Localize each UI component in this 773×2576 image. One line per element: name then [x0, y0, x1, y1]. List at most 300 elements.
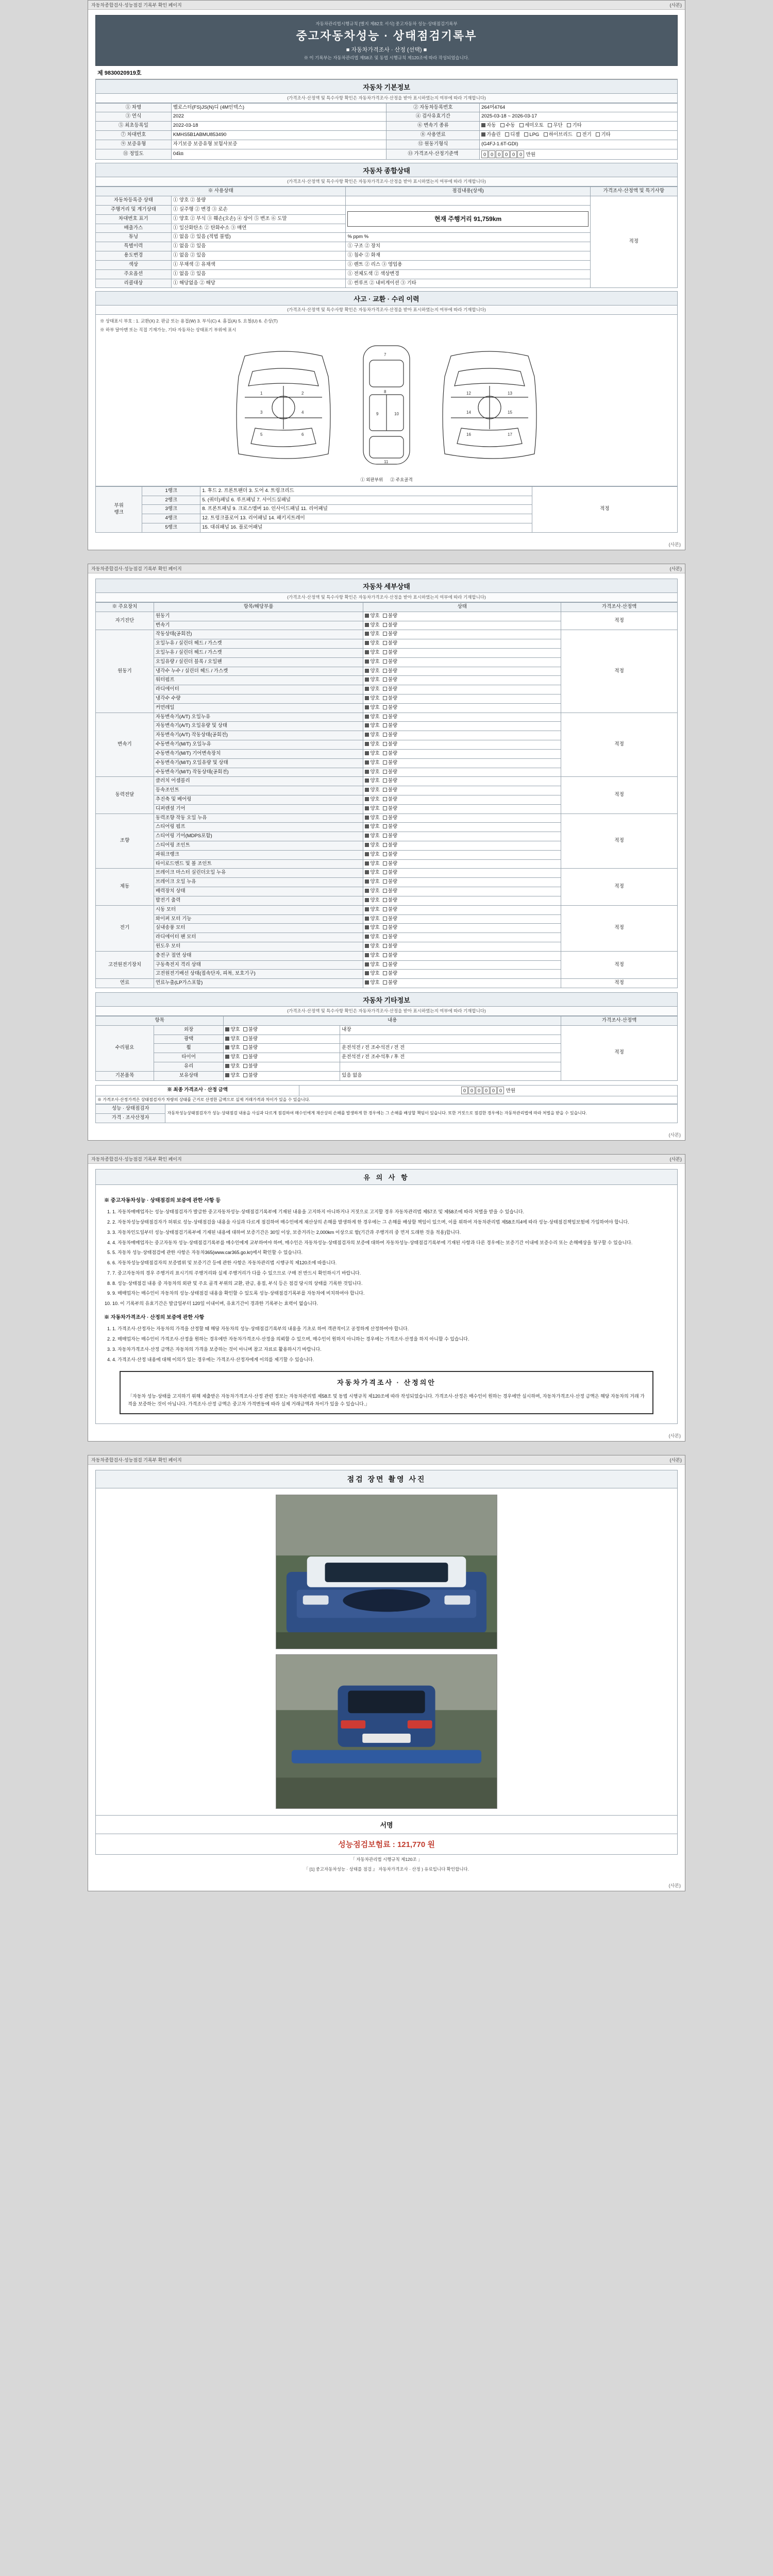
overall-cat: 리콜대상 [96, 279, 172, 288]
checkbox-bad[interactable]: 불량 [383, 705, 397, 711]
checkbox-bad[interactable]: 불량 [383, 640, 397, 647]
detail-remark: 적정 [561, 979, 678, 988]
basic-value: 벨로스터(FS)JS(N)디 (4M인덱스) [171, 103, 386, 112]
detail-group-label: 원동기 [96, 630, 154, 713]
fee-label: 성능점검보험료 : [338, 1840, 395, 1850]
final-price-label: ※ 최종 가격조사 · 산정 금액 [96, 1085, 299, 1096]
detail-state-cell [363, 933, 561, 942]
overall-detail: % ppm % [346, 233, 590, 242]
checkbox-good[interactable]: 양호 [365, 806, 379, 812]
checkbox-good[interactable]: 양호 [365, 897, 379, 904]
checkbox-good[interactable]: 양호 [365, 861, 379, 868]
checkbox-good[interactable]: 양호 [365, 650, 379, 656]
checkbox-auto[interactable]: 자동 [481, 123, 496, 129]
detail-item-label: 워터펌프 [154, 676, 363, 685]
legend-outer: ① 외판부위 [360, 477, 383, 482]
checkbox-bad[interactable]: 불량 [243, 1063, 258, 1070]
checkbox-good[interactable]: 양호 [365, 613, 379, 620]
detail-state-cell [363, 676, 561, 685]
checkbox-hybrid[interactable]: 하이브리드 [544, 132, 573, 139]
svg-text:4: 4 [301, 410, 304, 415]
detail-item-label: 수동변속기(M/T) 작동상태(공회전) [154, 768, 363, 777]
overall-col-3: 점검내용(상세) [346, 187, 590, 196]
checkbox-good[interactable]: 양호 [365, 842, 379, 849]
checkbox-good[interactable]: 양호 [365, 907, 379, 913]
checkbox-bad[interactable]: 불량 [383, 879, 397, 886]
notice-item: 10. 10. 이 기록부의 유효기간은 발급일부터 120일 이내이며, 유효기간이 경과한 기록부는 효력이 없습니다. [112, 1300, 669, 1308]
detail-state-cell [363, 657, 561, 667]
other-col-5: 가격조사·산정액 [561, 1016, 678, 1026]
checkbox-good[interactable]: 양호 [365, 953, 379, 959]
notice-list-2 [104, 1325, 669, 1364]
checkbox-bad[interactable]: 불량 [383, 925, 397, 931]
checkbox-good[interactable]: 양호 [225, 1073, 240, 1079]
checkbox-bad[interactable]: 불량 [383, 907, 397, 913]
detail-item-label: 스티어링 기어(MDPS포함) [154, 832, 363, 841]
svg-text:13: 13 [508, 391, 512, 396]
checkbox-good[interactable]: 양호 [365, 925, 379, 931]
table-row [96, 905, 678, 914]
detail-table-body [96, 612, 678, 988]
checkbox-good[interactable]: 양호 [365, 769, 379, 776]
notice-item: 4. 4. 자동차매매업자는 중고자동차 성능·상태점검기록부를 매수인에게 교부하여야 하며, 매수인은 자동차성능·상태점검자의 보증에 대하여 자동차성능·상태점검기록부에 기재된 사항과 다른 경우에는 보증기간 이내에 보증수리 또는 손해배상을 청구할 수 있습니다. [112, 1239, 669, 1247]
detail-item-label: 추진축 및 베어링 [154, 795, 363, 804]
checkbox-diesel[interactable]: 디젤 [505, 132, 519, 139]
checkbox-good[interactable]: 양호 [365, 741, 379, 748]
other-item-label: 보유상태 [154, 1071, 223, 1080]
table-row [96, 979, 678, 988]
detail-state-cell [363, 905, 561, 914]
other-state-cell [224, 1062, 340, 1072]
overall-cat: 자동차등록증 상태 [96, 196, 172, 206]
other-info-table [95, 1016, 678, 1081]
detail-state-cell [363, 823, 561, 832]
detail-item-label: 고전원전기배선 상태(접속단자, 피복, 보호기구) [154, 970, 363, 979]
inspector-label-1: 성능 · 상태점검자 [96, 1105, 165, 1114]
detail-item-label: 충전구 절연 상태 [154, 951, 363, 960]
accident-parts-table [95, 486, 678, 533]
checkbox-good[interactable]: 양호 [365, 705, 379, 711]
checkbox-good[interactable]: 양호 [365, 732, 379, 739]
section-title-overall: 자동차 종합상태 [95, 163, 678, 177]
basic-label: ③ 연식 [96, 112, 172, 122]
checkbox-bad[interactable]: 불량 [383, 723, 397, 730]
parts-group-label: 부위 랭크 [96, 486, 142, 532]
detail-item-label: 작동상태(공회전) [154, 630, 363, 639]
notice-title: 유 의 사 항 [95, 1169, 678, 1185]
detail-group-label: 동력전달 [96, 777, 154, 814]
checkbox-good[interactable]: 양호 [365, 815, 379, 822]
overall-cat: 주행거리 및 계기상태 [96, 206, 172, 215]
price-standard-value: 0 0 0 0 0 0 만원 [480, 149, 678, 160]
other-item-label: 외장 [154, 1025, 223, 1035]
photo-gallery [95, 1488, 678, 1815]
window-left-text-2: 자동차종합검사·성능점검 기록부 확인 페이지 [91, 566, 182, 571]
checkbox-good[interactable]: 양호 [365, 760, 379, 767]
checkbox-good[interactable]: 양호 [365, 622, 379, 629]
rank-label: 1랭크 [142, 486, 200, 496]
rank-label: 5랭크 [142, 523, 200, 533]
table-row [96, 122, 678, 131]
detail-item-label: 연료누출(LP가스포함) [154, 979, 363, 988]
detail-item-label: 변속기 [154, 621, 363, 630]
table-row [96, 1105, 678, 1114]
table-row [96, 130, 678, 140]
svg-text:11: 11 [384, 459, 389, 464]
overall-detail: ① 렌트 ② 리스 ③ 영업용 [346, 260, 590, 269]
checkbox-good[interactable]: 양호 [365, 723, 379, 730]
detail-state-cell [363, 960, 561, 970]
section-title-accident: 사고 · 교환 · 수리 이력 [95, 291, 678, 306]
other-remark: 적정 [561, 1025, 678, 1080]
accident-remark: 적정 [532, 486, 677, 532]
checkbox-good[interactable]: 양호 [365, 677, 379, 684]
other-state-cell [224, 1071, 340, 1080]
detail-state-cell [363, 859, 561, 869]
notice-item: 1. 1. 자동차매매업자는 성능·상태점검자가 발급한 중고자동차성능·상태점검기록부에 기재된 내용을 고지하지 아니하거나 거짓으로 고지할 경우 자동차관리법 제57조 및 제58조에 따라 처벌을 받을 수 있습니다. [112, 1208, 669, 1216]
table-row [96, 103, 678, 112]
other-state-cell [224, 1035, 340, 1044]
checkbox-bad[interactable]: 불량 [383, 806, 397, 812]
detail-state-cell [363, 621, 561, 630]
inspection-fee-band [95, 1834, 678, 1855]
overall-content: ① 양호 ② 불량 [171, 196, 346, 206]
basic-value: 04㎞ [171, 149, 386, 160]
checkbox-good[interactable]: 양호 [365, 870, 379, 876]
detail-item-label: 자동변속기(A/T) 오일누유 [154, 713, 363, 722]
detail-state-cell [363, 887, 561, 896]
guarantee-text: 「자동차 성능·상태를 고지하기 위해 제출받은 자동차가격조사·산정 관련 정보는 자동차관리법 제58조 및 동법 시행규칙 제120조에 따라 작성되었습니다. 가격조사·산정은 매수인이 원하는 경우에만 실시하며, 자동차가격조사·산정 금액은 해당 자동차의 거래 가격을 보증하는 것이 아닙니다. 가격조사·산정 금액은 중고차 가격변동에 따라 실제 거래금액과 차이가 있을 수 있습니다.」 [128, 1393, 645, 1406]
checkbox-bad[interactable]: 불량 [383, 861, 397, 868]
checkbox-bad[interactable]: 불량 [383, 796, 397, 803]
overall-content: ① 없음 ② 있음 (적법 불법) [171, 233, 346, 242]
overall-detail [346, 196, 590, 206]
checkbox-bad[interactable]: 불량 [383, 613, 397, 620]
inspector-label-2: 가격 · 조사산정자 [96, 1114, 165, 1123]
checkbox-fuel-etc[interactable]: 기타 [596, 132, 610, 139]
overall-cat: 튜닝 [96, 233, 172, 242]
checkbox-bad[interactable]: 불량 [383, 659, 397, 666]
checkbox-good[interactable]: 양호 [365, 971, 379, 977]
checkbox-bad[interactable]: 불량 [383, 916, 397, 923]
detail-state-cell [363, 942, 561, 951]
detail-remark: 적정 [561, 814, 678, 869]
checkbox-good[interactable]: 양호 [365, 659, 379, 666]
checkbox-good[interactable]: 양호 [365, 824, 379, 831]
basic-label: ⑤ 최초등록일 [96, 122, 172, 131]
checkbox-bad[interactable]: 불량 [383, 732, 397, 739]
detail-state-cell [363, 740, 561, 750]
checkbox-bad[interactable]: 불량 [383, 677, 397, 684]
basic-value: 2022 [171, 112, 386, 122]
diagram-note-2: ※ 하부 달아맨 또는 직접 기재가능, 기타 자동차는 상태표기 부위에 표시 [100, 327, 237, 333]
checkbox-good[interactable]: 양호 [365, 934, 379, 941]
checkbox-bad[interactable]: 불량 [383, 870, 397, 876]
checkbox-good[interactable]: 양호 [365, 962, 379, 969]
overall-detail: ① 썬루프 ② 내비게이션 ③ 기타 [346, 279, 590, 288]
detail-item-label: 자동변속기(A/T) 작동상태(공회전) [154, 731, 363, 740]
page-footer: (사본) [668, 541, 681, 547]
final-price-value: 0 0 0 0 0 0 만원 [299, 1085, 678, 1096]
checkbox-bad[interactable]: 불량 [383, 934, 397, 941]
checkbox-good[interactable]: 양호 [365, 916, 379, 923]
checkbox-bad[interactable]: 불량 [383, 769, 397, 776]
overall-state-table [95, 187, 678, 288]
table-row [96, 1025, 678, 1035]
detail-group-label: 제동 [96, 869, 154, 905]
checkbox-electric[interactable]: 전기 [577, 132, 591, 139]
checkbox-bad[interactable]: 불량 [383, 824, 397, 831]
checkbox-bad[interactable]: 불량 [383, 815, 397, 822]
checkbox-good[interactable]: 양호 [225, 1045, 240, 1052]
checkbox-bad[interactable]: 불량 [383, 842, 397, 849]
detail-item-label: 클러치 어셈블리 [154, 777, 363, 786]
checkbox-good[interactable]: 양호 [365, 668, 379, 675]
inspector-sign-table [95, 1104, 678, 1123]
detail-item-label: 배력장치 상태 [154, 887, 363, 896]
notice-item: 8. 8. 성능·상태점검 내용 중 자동차의 외판 및 주요 골격 부위의 교환, 판금, 용접, 부식 등은 점검 당시의 상태를 기록한 것입니다. [112, 1280, 669, 1288]
basic-info-table [95, 103, 678, 160]
notice-item: 6. 6. 자동차성능상태점검자의 보증범위 및 보증기간 등에 관한 사항은 자동차관리법 시행규칙 제120조에 따릅니다. [112, 1259, 669, 1267]
overall-detail: ① 전체도색 ② 색상변경 [346, 269, 590, 279]
checkbox-good[interactable]: 양호 [365, 796, 379, 803]
checkbox-bad[interactable]: 불량 [383, 668, 397, 675]
overall-col-1: ※ 사용상태 [96, 187, 346, 196]
notice-list-1 [104, 1208, 669, 1308]
detail-group-label: 고전원전기장치 [96, 951, 154, 978]
overall-col-4: 가격조사·산정액 및 특기사항 [590, 187, 677, 196]
detail-item-label: 수동변속기(M/T) 오일누유 [154, 740, 363, 750]
overall-cat: 특별이력 [96, 242, 172, 251]
detail-state-cell [363, 648, 561, 657]
accident-diagram-area [95, 315, 678, 486]
basic-label: ⑥ 변속기 종류 [386, 122, 480, 131]
car-diagram-row [100, 335, 673, 474]
checkbox-bad[interactable]: 불량 [383, 971, 397, 977]
detail-group-label: 변속기 [96, 713, 154, 777]
detail-remark: 적정 [561, 869, 678, 905]
checkbox-bad[interactable]: 불량 [383, 696, 397, 702]
detail-item-label: 발전기 출력 [154, 896, 363, 905]
checkbox-good[interactable]: 양호 [365, 852, 379, 858]
window-right-text-4: (사본) [669, 1458, 682, 1463]
detail-remark: 적정 [561, 713, 678, 777]
table-row [96, 1096, 678, 1104]
page-3 [88, 1154, 685, 1442]
detail-state-cell [363, 896, 561, 905]
detail-item-label: 디퍼렌셜 기어 [154, 804, 363, 814]
detail-state-cell [363, 914, 561, 924]
table-row [96, 1085, 678, 1096]
other-detail-cell [340, 1062, 561, 1072]
table-row [96, 140, 678, 149]
detail-remark: 적정 [561, 905, 678, 951]
svg-text:16: 16 [466, 432, 471, 437]
other-table-body [96, 1025, 678, 1080]
checkbox-bad[interactable]: 불량 [383, 980, 397, 987]
page-1 [88, 0, 685, 550]
rank-parts: 15. 대쉬패널 16. 플로어패널 [200, 523, 532, 533]
other-state-cell [224, 1044, 340, 1053]
window-topbar-2 [88, 564, 685, 573]
svg-text:8: 8 [384, 389, 386, 394]
document-header [95, 15, 678, 66]
car-top-diagram [348, 335, 425, 474]
checkbox-bad[interactable]: 불량 [383, 888, 397, 895]
checkbox-good[interactable]: 양호 [225, 1036, 240, 1043]
checkbox-bad[interactable]: 불량 [383, 751, 397, 757]
detail-item-label: 수동변속기(M/T) 오일유량 및 상태 [154, 758, 363, 768]
page-title: 중고자동차성능 · 상태점검기록부 [296, 29, 477, 42]
checkbox-cvt[interactable]: 무단 [548, 123, 562, 129]
detail-item-label: 오일누유 / 실린더 헤드 / 가스켓 [154, 648, 363, 657]
window-topbar [88, 1, 685, 10]
notice-item: 7. 7. 중고자동차의 경우 주행거리 표시기의 주행거리와 실제 주행거리가 다를 수 있으므로 구매 전 반드시 확인하시기 바랍니다. [112, 1269, 669, 1278]
detail-state-cell [363, 777, 561, 786]
checkbox-lpg[interactable]: LPG [524, 132, 539, 139]
checkbox-bad[interactable]: 불량 [383, 622, 397, 629]
window-right-text-3: (사본) [669, 1156, 682, 1162]
fuel-value [480, 130, 678, 140]
checkbox-good[interactable]: 양호 [365, 943, 379, 950]
detail-state-cell [363, 703, 561, 713]
other-detail-cell: 있음 없음 [340, 1071, 561, 1080]
checkbox-bad[interactable]: 불량 [243, 1036, 258, 1043]
table-row [96, 149, 678, 160]
final-price-note: ※ 가격조사·산정가격은 상태점검자가 차량의 상태를 근거로 산정한 금액으로 실제 거래가격과 차이가 있을 수 있습니다. [96, 1096, 678, 1104]
checkbox-bad[interactable]: 불량 [383, 760, 397, 767]
detail-item-label: 오일누유 / 실린더 헤드 / 가스켓 [154, 639, 363, 649]
other-state-cell [224, 1053, 340, 1062]
basic-label: ⑫ 원동기형식 [386, 140, 480, 149]
table-row [96, 112, 678, 122]
checkbox-good[interactable]: 양호 [365, 879, 379, 886]
detail-item-label: 원동기 [154, 612, 363, 621]
other-col-1: 항목 [96, 1016, 224, 1026]
checkbox-bad[interactable]: 불량 [383, 686, 397, 693]
detail-group-label: 자기진단 [96, 612, 154, 630]
rank-parts: 5. (쿼터)패널 6. 루프패널 7. 사이드실패널 [200, 496, 532, 505]
checkbox-manual[interactable]: 수동 [500, 123, 515, 129]
table-row [96, 869, 678, 878]
section-sub-other: (가격조사·산정액 및 특수사항 확인은 자동차가격조사·산정을 받아 표시하였는지 여부에 따라 기재합니다) [95, 1007, 678, 1016]
checkbox-bad[interactable]: 불량 [383, 897, 397, 904]
detail-item-label: 타이로드엔드 및 볼 조인트 [154, 859, 363, 869]
detail-item-label: 시동 모터 [154, 905, 363, 914]
checkbox-good[interactable]: 양호 [365, 980, 379, 987]
detail-remark: 적정 [561, 630, 678, 713]
section-sub-accident: (가격조사·산정액 및 특수사항 확인은 자동차가격조사·산정을 받아 표시하였는지 여부에 따라 기재합니다) [95, 306, 678, 315]
rear-view-photo [276, 1654, 497, 1809]
basic-value: (G4FJ-1.6T-GDI) [480, 140, 678, 149]
checkbox-semi[interactable]: 세미오토 [519, 123, 544, 129]
detail-item-label: 등속조인트 [154, 786, 363, 795]
detail-group-label: 연료 [96, 979, 154, 988]
checkbox-good[interactable]: 양호 [365, 833, 379, 840]
notice-item: 3. 3. 자동차인도일부터 성능·상태점검기록부에 기재된 내용에 대하여 보증기간은 30일 이상, 보증거리는 2,000km 이상으로 함(기간과 주행거리 중 먼저 도래한 것을 적용)합니다. [112, 1229, 669, 1237]
checkbox-good[interactable]: 양호 [365, 787, 379, 794]
checkbox-bad[interactable]: 불량 [243, 1054, 258, 1061]
checkbox-good[interactable]: 양호 [225, 1063, 240, 1070]
checkbox-bad[interactable]: 불량 [383, 833, 397, 840]
section-sub-detail: (가격조사·산정액 및 특수사항 확인은 자동차가격조사·산정을 받아 표시하였는지 여부에 따라 기재합니다) [95, 593, 678, 602]
checkbox-good[interactable]: 양호 [225, 1027, 240, 1033]
overall-content: ① 일산화탄소 ② 탄화수소 ③ 매연 [171, 224, 346, 233]
checkbox-bad[interactable]: 불량 [383, 943, 397, 950]
checkbox-good[interactable]: 양호 [365, 640, 379, 647]
checkbox-bad[interactable]: 불량 [243, 1027, 258, 1033]
checkbox-good[interactable]: 양호 [365, 696, 379, 702]
checkbox-bad[interactable]: 불량 [383, 778, 397, 785]
table-row [96, 196, 678, 206]
other-item-label: 유리 [154, 1062, 223, 1072]
checkbox-bad[interactable]: 불량 [383, 741, 397, 748]
detail-item-label: 라디에이터 팬 모터 [154, 933, 363, 942]
basic-label: ⑦ 차대번호 [96, 130, 172, 140]
notice-body [95, 1185, 678, 1424]
checkbox-bad[interactable]: 불량 [383, 962, 397, 969]
basic-label: ② 자동차등록번호 [386, 103, 480, 112]
checkbox-bad[interactable]: 불량 [383, 650, 397, 656]
svg-text:2: 2 [301, 391, 304, 396]
rank-parts: 1. 후드 2. 프론트팬더 3. 도어 4. 트렁크리드 [200, 486, 532, 496]
detail-item-label: 와이퍼 모터 기능 [154, 914, 363, 924]
notice-item: 3. 3. 자동차가격조사·산정 금액은 자동차의 가격을 보증하는 것이 아니며 참고 자료로 활용하시기 바랍니다. [112, 1346, 669, 1354]
detail-state-cell [363, 694, 561, 704]
checkbox-good[interactable]: 양호 [365, 751, 379, 757]
checkbox-bad[interactable]: 불량 [243, 1045, 258, 1052]
detail-remark: 적정 [561, 612, 678, 630]
checkbox-bad[interactable]: 불량 [243, 1073, 258, 1079]
doc-no-value: 9830020919호 [104, 70, 142, 76]
checkbox-etc[interactable]: 기타 [567, 123, 581, 129]
detail-state-cell [363, 722, 561, 731]
header-note2: ※ 이 기록부는 자동차관리법 제58조 및 동법 시행규칙 제120조에 따라 작성되었습니다. [304, 55, 469, 60]
detail-state-cell [363, 832, 561, 841]
checkbox-good[interactable]: 양호 [365, 778, 379, 785]
svg-text:7: 7 [384, 352, 386, 357]
checkbox-good[interactable]: 양호 [365, 888, 379, 895]
checkbox-bad[interactable]: 불량 [383, 714, 397, 721]
checkbox-bad[interactable]: 불량 [383, 631, 397, 638]
detail-item-label: 스티어링 펌프 [154, 823, 363, 832]
checkbox-good[interactable]: 양호 [225, 1054, 240, 1061]
detail-state-cell [363, 639, 561, 649]
other-col-3: 내용 [224, 1016, 561, 1026]
detail-state-cell [363, 841, 561, 851]
svg-text:14: 14 [466, 410, 471, 415]
notice-item: 5. 5. 자동차 성능·상태점검에 관한 사항은 자동차365(www.car365.go.kr)에서 확인할 수 있습니다. [112, 1249, 669, 1257]
checkbox-bad[interactable]: 불량 [383, 852, 397, 858]
car-side-right-diagram [430, 335, 549, 474]
svg-text:5: 5 [260, 432, 263, 437]
checkbox-good[interactable]: 양호 [365, 714, 379, 721]
detail-state-cell [363, 970, 561, 979]
window-topbar-3 [88, 1155, 685, 1164]
checkbox-good[interactable]: 양호 [365, 631, 379, 638]
basic-value: 자기보증 보증유형 보험사보증 [171, 140, 386, 149]
svg-text:10: 10 [394, 411, 399, 416]
final-price-table [95, 1085, 678, 1105]
table-row [96, 486, 678, 496]
other-group-label: 수리필요 [96, 1025, 154, 1071]
checkbox-bad[interactable]: 불량 [383, 953, 397, 959]
checkbox-gasoline[interactable]: 가솔린 [481, 132, 501, 139]
window-right-text: (사본) [669, 3, 682, 8]
checkbox-good[interactable]: 양호 [365, 686, 379, 693]
table-header-row [96, 1016, 678, 1026]
checkbox-bad[interactable]: 불량 [383, 787, 397, 794]
